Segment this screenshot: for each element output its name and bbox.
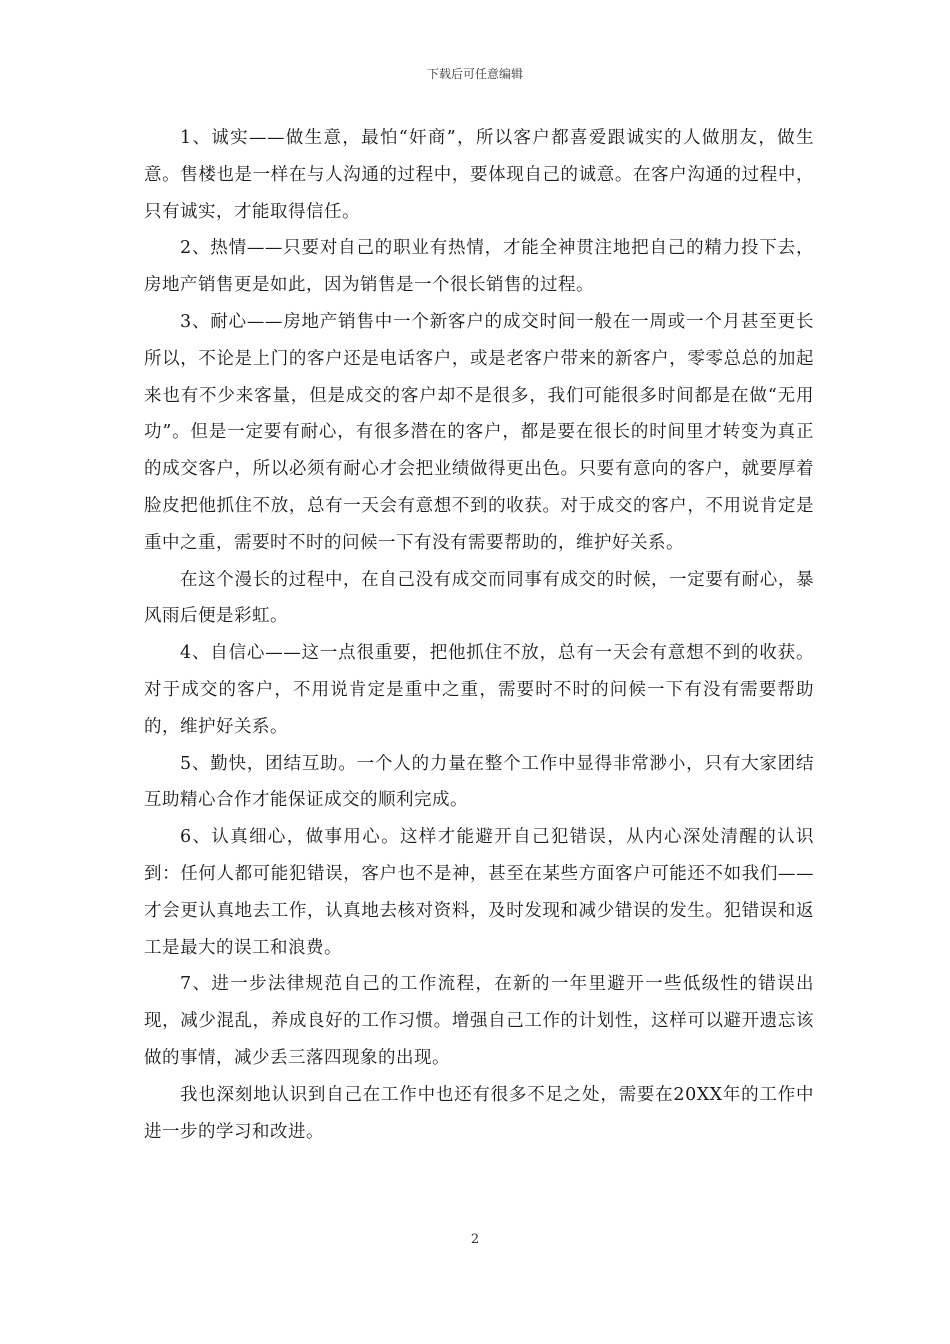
paragraph-honesty: 1、诚实——做生意，最怕“奸商”，所以客户都喜爱跟诚实的人做朋友，做生意。售楼也是一样在与人沟通的过程中，要体现自己的诚意。在客户沟通的过程中，只有诚实，才能取得信任。 <box>144 128 814 222</box>
page-header: 下载后可任意编辑 <box>426 67 523 81</box>
paragraph-confidence: 4、自信心——这一点很重要，把他抓住不放，总有一天会有意想不到的收获。对于成交的客户，不用说肯定是重中之重，需要时不时的问候一下有没有需要帮助的，维护好关系。 <box>144 643 814 737</box>
paragraph-carefulness: 6、认真细心，做事用心。这样才能避开自己犯错误，从内心深处清醒的认识到：任何人都可能犯错误，客户也不是神，甚至在某些方面客户可能还不如我们——才会更认真地去工作，认真地去核对资料，及时发现和减少错误的发生。犯错误和返工是最大的误工和浪费。 <box>144 827 814 958</box>
paragraph-diligence: 5、勤快，团结互助。一个人的力量在整个工作中显得非常渺小，只有大家团结互助精心合作才能保证成交的顺利完成。 <box>144 753 814 811</box>
page-number: 2 <box>470 1232 480 1247</box>
paragraph-enthusiasm: 2、热情——只要对自己的职业有热情，才能全神贯注地把自己的精力投下去，房地产销售更是如此，因为销售是一个很长销售的过程。 <box>144 238 814 296</box>
paragraph-patience: 3、耐心——房地产销售中一个新客户的成交时间一般在一周或一个月甚至更长所以，不论是上门的客户还是电话客户，或是老客户带来的新客户，零零总总的加起来也有不少来客量，但是成交的客户却不是很多，我们可能很多时间都是在做“无用功”。但是一定要有耐心，有很多潜在的客户，都是要在很长的时间里才转变为真正的成交客户，所以必须有耐心才会把业绩做得更出色。只要有意向的客户，就要厚着脸皮把他抓住不放，总有一天会有意想不到的收获。对于成交的客户，不用说肯定是重中之重，需要时不时的问候一下有没有需要帮助的，维护好关系。 <box>144 311 814 553</box>
paragraph-workflow: 7、进一步法律规范自己的工作流程，在新的一年里避开一些低级性的错误出现，减少混乱，养成良好的工作习惯。增强自己工作的计划性，这样可以避开遗忘该做的事情，减少丢三落四现象的出现。 <box>144 974 814 1068</box>
paragraph-patience-note: 在这个漫长的过程中，在自己没有成交而同事有成交的时候，一定要有耐心，暴风雨后便是彩虹。 <box>144 569 814 627</box>
document-body <box>144 120 814 1150</box>
paragraph-conclusion: 我也深刻地认识到自己在工作中也还有很多不足之处，需要在20XX年的工作中进一步的学习和改进。 <box>144 1084 814 1142</box>
